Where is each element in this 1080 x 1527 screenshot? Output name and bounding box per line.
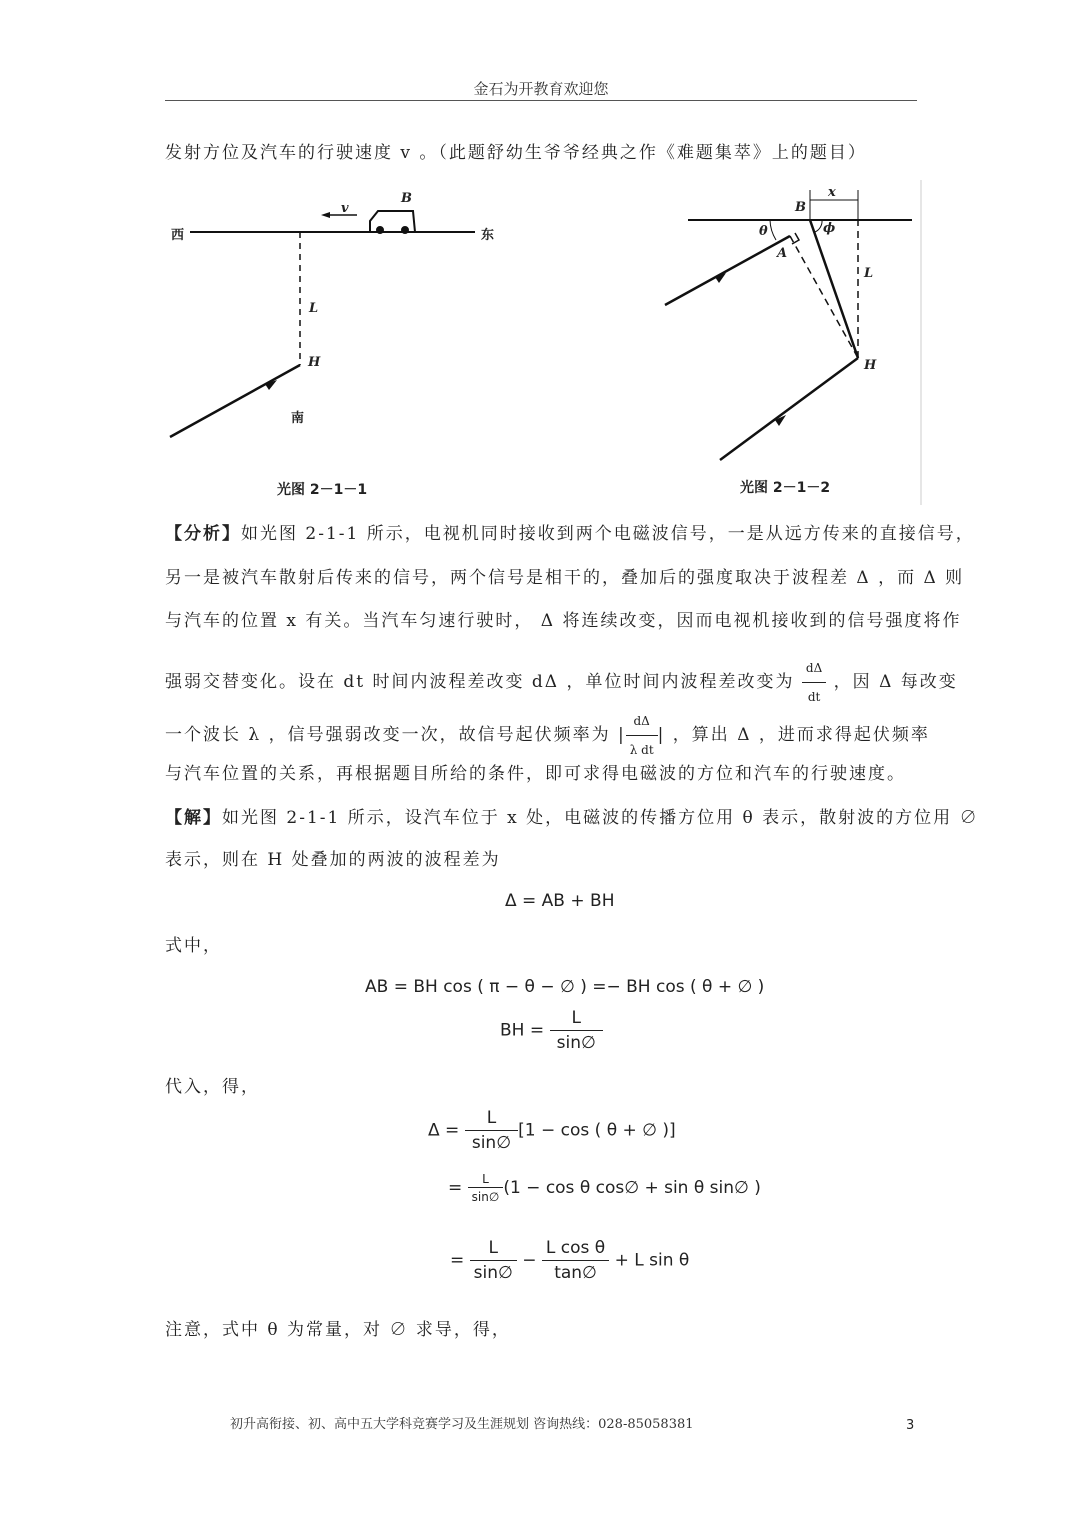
label-L: L <box>864 266 874 281</box>
solution-line-1: 【解】如光图 2-1-1 所示，设汽车位于 x 处，电磁波的传播方位用 θ 表示，散射波的方位用 ∅ <box>165 808 979 828</box>
solution-line-2: 表示，则在 H 处叠加的两波的波程差为 <box>165 850 501 870</box>
page-footer: 初升高衔接、初、高中五大学科竞赛学习及生涯规划 咨询热线：028-85058381 <box>230 1417 694 1432</box>
frac-dDelta-lambda-dt: $\frac{d\Delta}{\text{λ dt}}$ <box>626 709 658 762</box>
label-B: B <box>795 200 806 215</box>
analysis-tag: 【分析】 <box>165 524 241 544</box>
solution-tag: 【解】 <box>165 808 222 828</box>
label-v: v <box>341 201 349 216</box>
label-L: L <box>309 301 319 316</box>
label-south: 南 <box>291 411 305 426</box>
substitute-text: 代入，得， <box>165 1077 260 1097</box>
label-A: A <box>777 246 788 261</box>
label-phi: ϕ <box>823 221 836 236</box>
figure-2-diagram <box>660 180 925 505</box>
incoming-wave-ray <box>170 365 300 437</box>
page-header: 金石为开教育欢迎您 <box>473 80 609 98</box>
label-B: B <box>401 191 412 206</box>
label-west: 西 <box>171 228 185 243</box>
analysis-line-4: 强弱交替变化。设在 dt 时间内波程差改变 dΔ ，单位时间内波程差改变为 $\frac{d\Delta}{dt}$ ，因 Δ 每改变 <box>165 656 965 709</box>
analysis-line-3: 与汽车的位置 x 有关。当汽车匀速行驶时， Δ 将连续改变，因而电视机接收到的信号强度将作 <box>165 611 962 631</box>
equation-delta-expanded-3: = $\frac{L}{\sin\emptyset}$ − $\frac{\text{L cos θ}}{\tan\emptyset}$ + L sin θ <box>450 1238 690 1283</box>
phi-arc <box>815 220 822 232</box>
analysis-line-5: 一个波长 λ ，信号强弱改变一次，故信号起伏频率为 | $\frac{d\Delta}{\text{λ dt}}$ | ，算出 Δ ，进而求得起伏频率 <box>165 709 965 762</box>
direct-wave-ray <box>720 358 858 460</box>
page-number: 3 <box>906 1418 915 1433</box>
path-AH-dashed <box>790 236 858 358</box>
frac-dDelta-dt: $\frac{d\Delta}{dt}$ <box>802 656 826 709</box>
figure-2-caption: 光图 2－1－2 <box>740 480 831 496</box>
frac-L-sin: $\frac{L}{\sin\emptyset}$ <box>550 1008 603 1053</box>
car-wheel <box>402 227 408 233</box>
analysis-line-1: 【分析】如光图 2-1-1 所示，电视机同时接收到两个电磁波信号，一是从远方传来的直接信号， <box>165 524 975 544</box>
equation-delta-expanded-1: Δ = $\frac{L}{\sin\emptyset}$ [1 − cos ( θ + ∅ )] <box>428 1108 676 1153</box>
figure-1 <box>165 185 515 505</box>
figure-2 <box>660 180 925 505</box>
equation-AB: AB = BH cos ( π − θ − ∅ ) =− BH cos ( θ + ∅ ) <box>365 977 765 997</box>
label-theta: θ <box>759 224 768 239</box>
figure-1-diagram <box>165 185 515 505</box>
equation-BH: BH = $\frac{L}{\sin\emptyset}$ <box>500 1008 603 1053</box>
right-angle-mark <box>792 233 799 244</box>
label-H: H <box>864 358 877 373</box>
velocity-arrow-head <box>321 212 330 218</box>
theta-arc <box>770 220 776 240</box>
car-wheel <box>377 227 383 233</box>
analysis-line-6: 与汽车位置的关系，再根据题目所给的条件，即可求得电磁波的方位和汽车的行驶速度。 <box>165 764 906 784</box>
label-east: 东 <box>481 228 495 243</box>
figure-1-caption: 光图 2－1－1 <box>277 482 368 498</box>
label-x: x <box>828 185 836 200</box>
equation-delta-expanded-2: = $\frac{L}{\sin\emptyset}$ (1 − cos θ cos∅ + sin θ sin∅ ) <box>448 1172 761 1204</box>
scattered-wave-ray <box>810 220 858 358</box>
note-line: 注意，式中 θ 为常量，对 ∅ 求导，得， <box>165 1320 511 1340</box>
intro-line: 发射方位及汽车的行驶速度 v 。（此题舒幼生爷爷经典之作《难题集萃》上的题目） <box>165 143 867 163</box>
analysis-line-2: 另一是被汽车散射后传来的信号，两个信号是相干的，叠加后的强度取决于波程差 Δ ，而 Δ 则 <box>165 568 965 588</box>
equation-delta: Δ = AB + BH <box>505 891 615 911</box>
where-text: 式中， <box>165 936 222 956</box>
label-H: H <box>308 355 321 370</box>
incoming-wave-ray <box>665 236 790 305</box>
header-divider <box>165 100 917 101</box>
